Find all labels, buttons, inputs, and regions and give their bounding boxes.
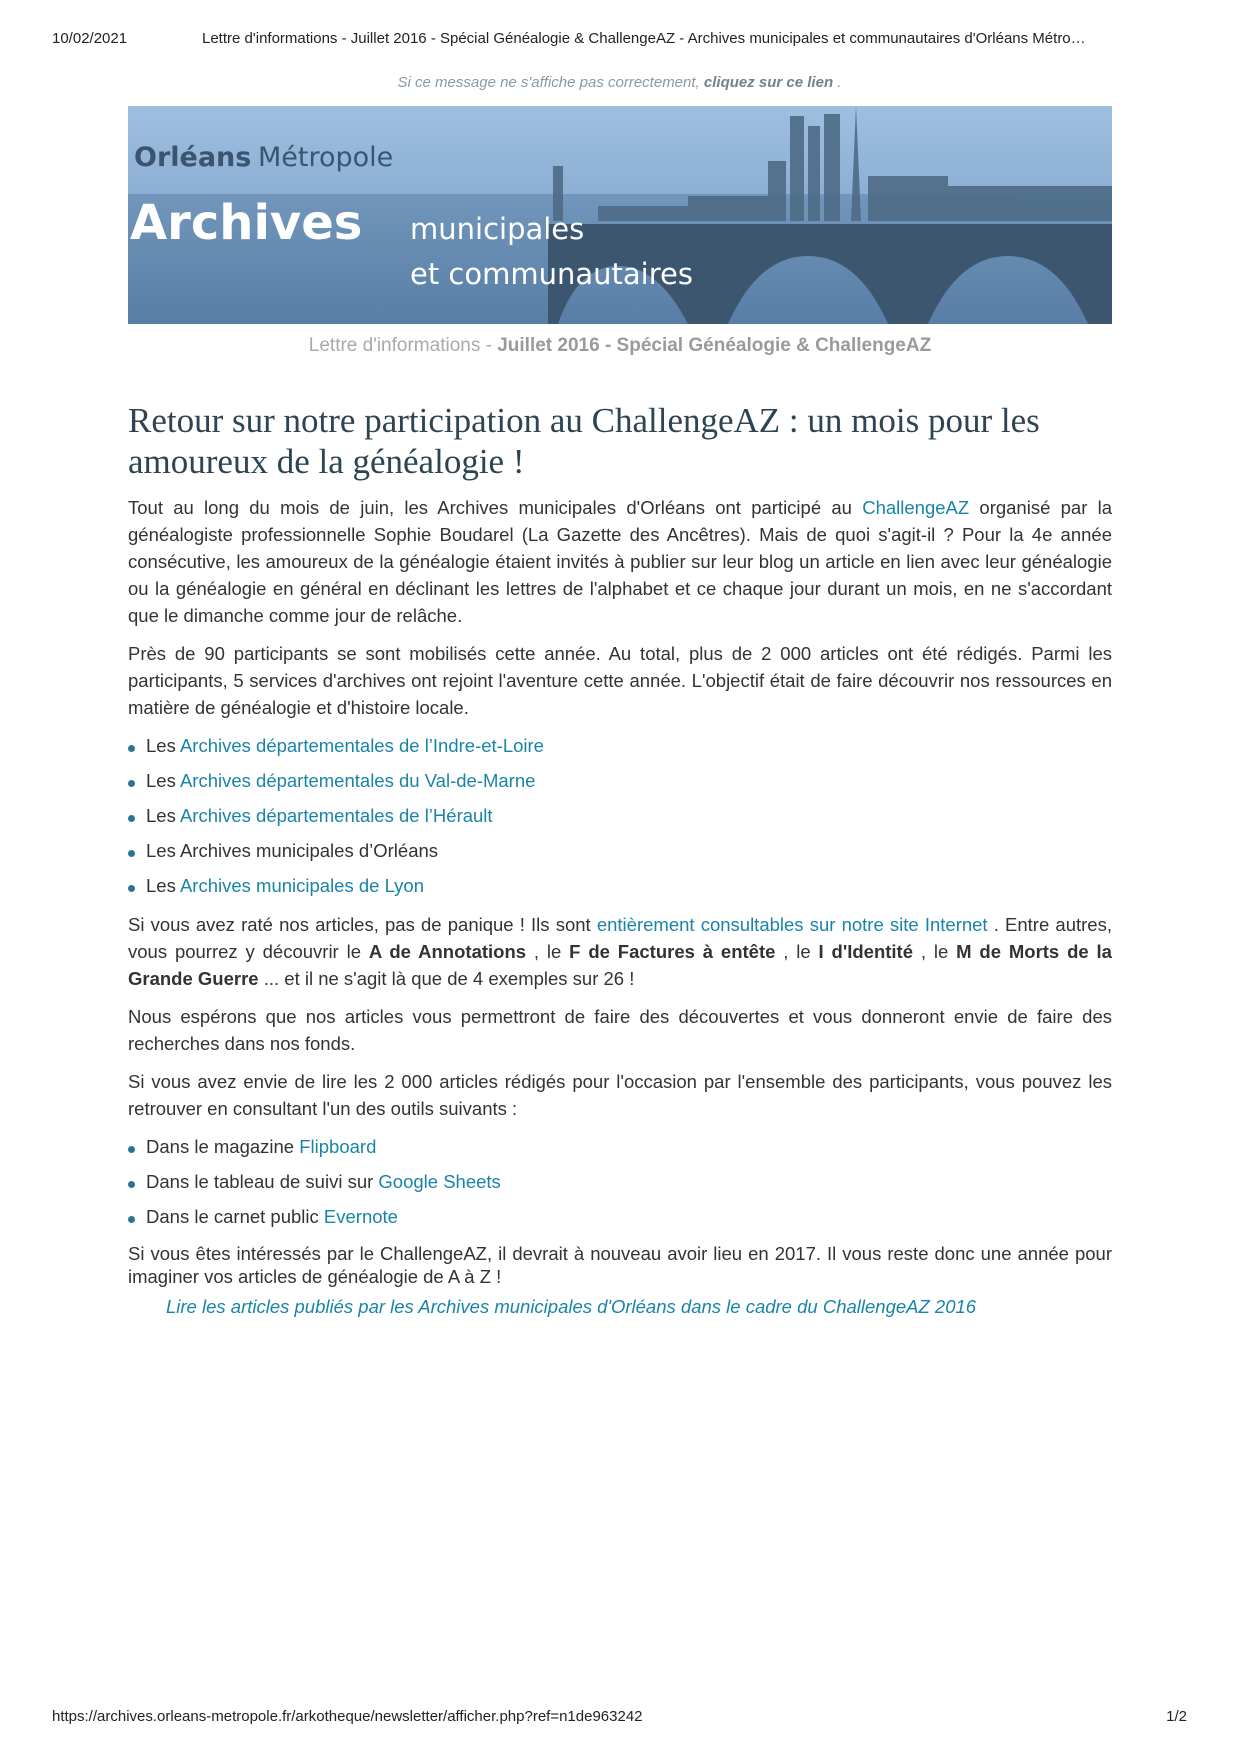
list-item: Les Archives départementales de l’Hérault	[128, 802, 1112, 829]
list-item: Dans le tableau de suivi sur Google Sheets	[128, 1168, 1112, 1195]
notice-end: .	[837, 74, 842, 91]
bullet-icon	[128, 1216, 135, 1223]
paragraph-discoveries: Nous espérons que nos articles vous permettront de faire des découvertes et vous donneront envie de faire des recherches dans nos fonds.	[128, 1006, 1112, 1054]
archives-lyon-link[interactable]: Archives municipales de Lyon	[179, 875, 425, 896]
paragraph-tools: Si vous avez envie de lire les 2 000 articles rédigés pour l'occasion par l'ensemble des participants, vous pouvez les retrouver en consultant l'un des outils suivants :	[128, 1071, 1112, 1119]
bullet-icon	[128, 1181, 135, 1188]
list-item: Les Archives départementales du Val-de-Marne	[128, 767, 1112, 794]
subtitle-issue: Juillet 2016 - Spécial Généalogie & ChallengeAZ	[497, 335, 932, 356]
read-articles-cta	[166, 1296, 1112, 1318]
notice-link[interactable]: cliquez sur ce lien	[703, 74, 834, 91]
challengeaz-link[interactable]: ChallengeAZ	[862, 497, 970, 518]
display-notice	[0, 74, 1239, 91]
read-articles-link[interactable]: Lire les articles publiés par les Archives municipales d'Orléans dans le cadre du ChallengeAZ 2016	[166, 1296, 977, 1317]
article-title: Retour sur notre participation au ChallengeAZ : un mois pour les amoureux de la généalogie !	[128, 401, 1040, 481]
archives-list	[128, 732, 1112, 899]
svg-text:Métropole: Métropole	[258, 142, 394, 173]
banner-image	[128, 106, 1112, 324]
bullet-icon	[128, 745, 135, 752]
bullet-icon	[128, 885, 135, 892]
print-date: 10/02/2021	[52, 30, 128, 47]
paragraph-intro: Tout au long du mois de juin, les Archives municipales d'Orléans ont participé au ChallengeAZ organisé par la généalogiste professionnelle Sophie Boudarel (La Gazette des Ancêtres). Mais de quoi s'agit-il ? Pour la 4e année consécutive, les amoureux de la généalogie étaient invités à publier sur leur blog un article en lien avec leur généalogie ou la généalogie en général en déclinant les lettres de l'alphabet et ce chaque jour durant un mois, en ne s'accordant que le dimanche comme jour de relâche.	[128, 497, 1112, 626]
newsletter-subtitle	[128, 335, 1112, 357]
flipboard-link[interactable]: Flipboard	[299, 1136, 377, 1157]
list-item: Dans le carnet public Evernote	[128, 1203, 1112, 1230]
list-item: Les Archives départementales de l’Indre-et-Loire	[128, 732, 1112, 759]
bullet-icon	[128, 1146, 135, 1153]
list-item: Les Archives municipales d’Orléans	[128, 837, 1112, 864]
page-number: 1/2	[1166, 1708, 1187, 1725]
evernote-link[interactable]: Evernote	[323, 1206, 398, 1227]
list-item: Dans le magazine Flipboard	[128, 1133, 1112, 1160]
article	[128, 400, 1112, 1318]
svg-text:et communautaires: et communautaires	[410, 257, 693, 291]
archives-indre-et-loire-link[interactable]: Archives départementales de l’Indre-et-Loire	[179, 735, 544, 756]
bullet-icon	[128, 850, 135, 857]
svg-text:Archives: Archives	[130, 195, 363, 251]
bullet-icon	[128, 815, 135, 822]
print-header	[52, 30, 1187, 50]
paragraph-participants: Près de 90 participants se sont mobilisés cette année. Au total, plus de 2 000 articles ont été rédigés. Parmi les participants, 5 services d'archives ont rejoint l'aventure cette année. L'objectif était de faire découvrir nos ressources en matière de généalogie et d'histoire locale.	[128, 643, 1112, 718]
subtitle-prefix: Lettre d'informations -	[308, 335, 498, 356]
paragraph-missed-articles: Si vous avez raté nos articles, pas de panique ! Ils sont entièrement consultables sur notre site Internet . Entre autres, vous pourrez y découvrir le A de Annotations , le F de Factures à entête , le I d'Identité , le M de Morts de la Grande Guerre ... et il ne s'agit là que de 4 exemples sur 26 !	[128, 914, 1112, 989]
svg-text:Orléans: Orléans	[134, 142, 252, 173]
google-sheets-link[interactable]: Google Sheets	[378, 1171, 501, 1192]
header-banner	[128, 106, 1112, 324]
paragraph-next-year: Si vous êtes intéressés par le ChallengeAZ, il devrait à nouveau avoir lieu en 2017. Il vous reste donc une année pour imaginer vos articles de généalogie de A à Z !	[128, 1243, 1112, 1287]
print-url: https://archives.orleans-metropole.fr/arkotheque/newsletter/afficher.php?ref=n1de963242	[52, 1708, 643, 1725]
svg-text:municipales: municipales	[410, 212, 585, 246]
archives-val-de-marne-link[interactable]: Archives départementales du Val-de-Marne	[179, 770, 536, 791]
list-item: Les Archives municipales de Lyon	[128, 872, 1112, 899]
notice-text: Si ce message ne s'affiche pas correctement,	[397, 74, 700, 91]
site-articles-link[interactable]: entièrement consultables sur notre site Internet	[596, 914, 988, 935]
print-page-title: Lettre d'informations - Juillet 2016 - Spécial Généalogie & ChallengeAZ - Archives municipales et communautaires d'Orléans Métro…	[202, 30, 1086, 47]
print-footer	[52, 1708, 1187, 1728]
bullet-icon	[128, 780, 135, 787]
tools-list	[128, 1133, 1112, 1230]
archives-herault-link[interactable]: Archives départementales de l’Hérault	[179, 805, 493, 826]
